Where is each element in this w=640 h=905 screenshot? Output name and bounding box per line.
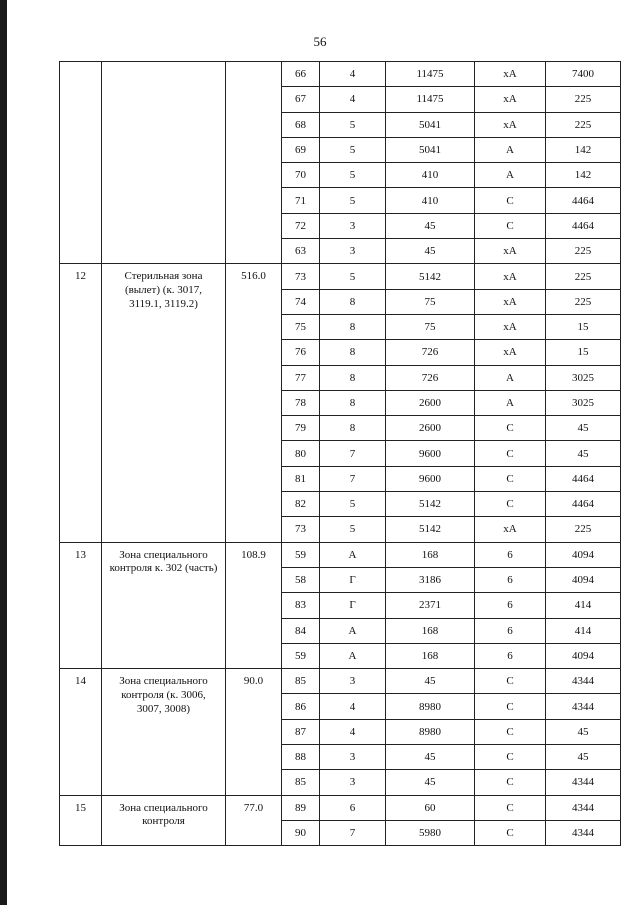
table-cell: 3025 [546, 365, 621, 390]
table-cell: хА [475, 314, 546, 339]
table-cell: 726 [386, 340, 475, 365]
table-cell: Г [320, 593, 386, 618]
table-cell: 79 [282, 416, 320, 441]
table-cell: А [475, 365, 546, 390]
table-cell: 4344 [546, 820, 621, 845]
table-row [60, 542, 621, 567]
zone-name-cell [102, 62, 226, 264]
table-cell: С [475, 795, 546, 820]
table-cell: 88 [282, 745, 320, 770]
table-cell: С [475, 745, 546, 770]
table-cell: 5 [320, 492, 386, 517]
table-cell: 2371 [386, 593, 475, 618]
table-cell: А [320, 643, 386, 668]
table-cell: 59 [282, 542, 320, 567]
table-cell: 6 [475, 643, 546, 668]
table-row [60, 669, 621, 694]
table-cell: 74 [282, 289, 320, 314]
table-cell: 5142 [386, 264, 475, 289]
table-cell: 168 [386, 643, 475, 668]
table-cell: 5142 [386, 517, 475, 542]
zone-name-cell: Зона специального контроля к. 302 (часть) [102, 542, 226, 668]
table-cell: 4464 [546, 466, 621, 491]
table-cell: 225 [546, 264, 621, 289]
table-cell: 4094 [546, 643, 621, 668]
table-cell: 4094 [546, 567, 621, 592]
table-cell: 86 [282, 694, 320, 719]
table-cell: 4344 [546, 795, 621, 820]
data-table [59, 61, 621, 846]
table-cell: 76 [282, 340, 320, 365]
scan-edge-bar [0, 0, 7, 905]
table-cell: 45 [546, 416, 621, 441]
table-row [60, 62, 621, 87]
zone-name-cell: Стерильная зона (вылет) (к. 3017, 3119.1, 3119.2) [102, 264, 226, 542]
table-cell: 5 [320, 137, 386, 162]
table-cell: 4344 [546, 770, 621, 795]
table-cell: 75 [386, 314, 475, 339]
table-cell: 45 [546, 719, 621, 744]
table-cell: С [475, 770, 546, 795]
area-cell [226, 62, 282, 264]
table-cell: 6 [475, 593, 546, 618]
table-cell: 45 [386, 213, 475, 238]
table-cell: 89 [282, 795, 320, 820]
table-cell: 58 [282, 567, 320, 592]
table-cell: 3 [320, 745, 386, 770]
table-cell: 83 [282, 593, 320, 618]
table-cell: А [320, 542, 386, 567]
table-cell: 6 [320, 795, 386, 820]
table-cell: 4344 [546, 694, 621, 719]
table-cell: 142 [546, 163, 621, 188]
table-cell: 6 [475, 567, 546, 592]
table-cell: 3025 [546, 390, 621, 415]
table-cell: 168 [386, 618, 475, 643]
table-cell: 73 [282, 264, 320, 289]
table-cell: 4 [320, 87, 386, 112]
table-cell: 73 [282, 517, 320, 542]
table-cell: 3 [320, 669, 386, 694]
table-cell: 70 [282, 163, 320, 188]
table-cell: 85 [282, 770, 320, 795]
table-cell: А [320, 618, 386, 643]
table-cell: 77 [282, 365, 320, 390]
table-cell: 8980 [386, 694, 475, 719]
table-cell: С [475, 820, 546, 845]
table-cell: 225 [546, 87, 621, 112]
zone-name-cell: Зона специального контроля [102, 795, 226, 846]
table-cell: 7 [320, 820, 386, 845]
area-cell: 77.0 [226, 795, 282, 846]
table-cell: 8 [320, 340, 386, 365]
table-cell: 5041 [386, 112, 475, 137]
table-cell: 168 [386, 542, 475, 567]
group-number-cell [60, 62, 102, 264]
table-cell: хА [475, 87, 546, 112]
table-cell: 87 [282, 719, 320, 744]
table-cell: 11475 [386, 87, 475, 112]
table-cell: 225 [546, 289, 621, 314]
table-cell: 78 [282, 390, 320, 415]
group-number-cell: 13 [60, 542, 102, 668]
table-cell: 45 [546, 441, 621, 466]
table-cell: 80 [282, 441, 320, 466]
table-cell: 5041 [386, 137, 475, 162]
table-cell: 4464 [546, 492, 621, 517]
table-cell: 7 [320, 466, 386, 491]
table-cell: 68 [282, 112, 320, 137]
table-cell: 15 [546, 314, 621, 339]
table-cell: С [475, 466, 546, 491]
table-cell: 6 [475, 618, 546, 643]
table-cell: хА [475, 62, 546, 87]
table-cell: хА [475, 112, 546, 137]
area-cell: 108.9 [226, 542, 282, 668]
table-cell: хА [475, 289, 546, 314]
table-cell: 4094 [546, 542, 621, 567]
table-cell: 8 [320, 365, 386, 390]
table-cell: С [475, 719, 546, 744]
table-cell: 414 [546, 593, 621, 618]
table-cell: 5 [320, 264, 386, 289]
table-cell: 225 [546, 112, 621, 137]
table-cell: 5 [320, 188, 386, 213]
table-cell: 45 [386, 770, 475, 795]
table-cell: 8 [320, 416, 386, 441]
table-cell: 59 [282, 643, 320, 668]
table-cell: 414 [546, 618, 621, 643]
area-cell: 90.0 [226, 669, 282, 795]
table-cell: хА [475, 517, 546, 542]
table-cell: С [475, 694, 546, 719]
table-body [60, 62, 621, 846]
table-cell: 15 [546, 340, 621, 365]
table-cell: 5980 [386, 820, 475, 845]
table-cell: 75 [282, 314, 320, 339]
table-cell: 4 [320, 62, 386, 87]
table-cell: 3 [320, 239, 386, 264]
table-cell: 4 [320, 719, 386, 744]
table-row [60, 795, 621, 820]
table-cell: 45 [386, 239, 475, 264]
group-number-cell: 14 [60, 669, 102, 795]
table-cell: 4464 [546, 188, 621, 213]
table-cell: 75 [386, 289, 475, 314]
table-cell: 8 [320, 314, 386, 339]
table-cell: 8 [320, 390, 386, 415]
group-number-cell: 15 [60, 795, 102, 846]
table-cell: 72 [282, 213, 320, 238]
table-cell: 60 [386, 795, 475, 820]
table-cell: 45 [386, 669, 475, 694]
table-cell: 85 [282, 669, 320, 694]
table-cell: 2600 [386, 416, 475, 441]
table-cell: 2600 [386, 390, 475, 415]
table-cell: А [475, 163, 546, 188]
table-cell: 71 [282, 188, 320, 213]
table-cell: 142 [546, 137, 621, 162]
table-cell: 225 [546, 239, 621, 264]
table-cell: 7400 [546, 62, 621, 87]
table-cell: хА [475, 239, 546, 264]
table-cell: 5 [320, 112, 386, 137]
table-cell: 45 [386, 745, 475, 770]
table-cell: С [475, 416, 546, 441]
table-cell: хА [475, 264, 546, 289]
table-cell: Г [320, 567, 386, 592]
table-cell: 225 [546, 517, 621, 542]
table-cell: С [475, 669, 546, 694]
table-cell: 66 [282, 62, 320, 87]
table-cell: 5142 [386, 492, 475, 517]
table-cell: 11475 [386, 62, 475, 87]
table-cell: С [475, 213, 546, 238]
table-cell: 410 [386, 163, 475, 188]
table-cell: С [475, 492, 546, 517]
table-cell: 4464 [546, 213, 621, 238]
table-cell: С [475, 188, 546, 213]
area-cell: 516.0 [226, 264, 282, 542]
table-cell: 9600 [386, 466, 475, 491]
table-cell: 7 [320, 441, 386, 466]
page-number: 56 [313, 34, 327, 49]
table-cell: 63 [282, 239, 320, 264]
group-number-cell: 12 [60, 264, 102, 542]
table-cell: 726 [386, 365, 475, 390]
table-cell: 45 [546, 745, 621, 770]
table-row [60, 264, 621, 289]
table-cell: 3 [320, 770, 386, 795]
table-cell: 8980 [386, 719, 475, 744]
table-cell: 90 [282, 820, 320, 845]
table-cell: хА [475, 340, 546, 365]
zone-name-cell: Зона специального контроля (к. 3006, 3007, 3008) [102, 669, 226, 795]
table-cell: 410 [386, 188, 475, 213]
table-cell: 67 [282, 87, 320, 112]
table-cell: 5 [320, 517, 386, 542]
table-cell: 9600 [386, 441, 475, 466]
table-cell: 82 [282, 492, 320, 517]
table-cell: 4344 [546, 669, 621, 694]
table-cell: 81 [282, 466, 320, 491]
table-cell: А [475, 390, 546, 415]
table-cell: 8 [320, 289, 386, 314]
table-cell: 3 [320, 213, 386, 238]
table-cell: 4 [320, 694, 386, 719]
table-cell: 5 [320, 163, 386, 188]
table-cell: 69 [282, 137, 320, 162]
table-cell: 3186 [386, 567, 475, 592]
table-cell: А [475, 137, 546, 162]
table-cell: 6 [475, 542, 546, 567]
table-cell: С [475, 441, 546, 466]
table-cell: 84 [282, 618, 320, 643]
